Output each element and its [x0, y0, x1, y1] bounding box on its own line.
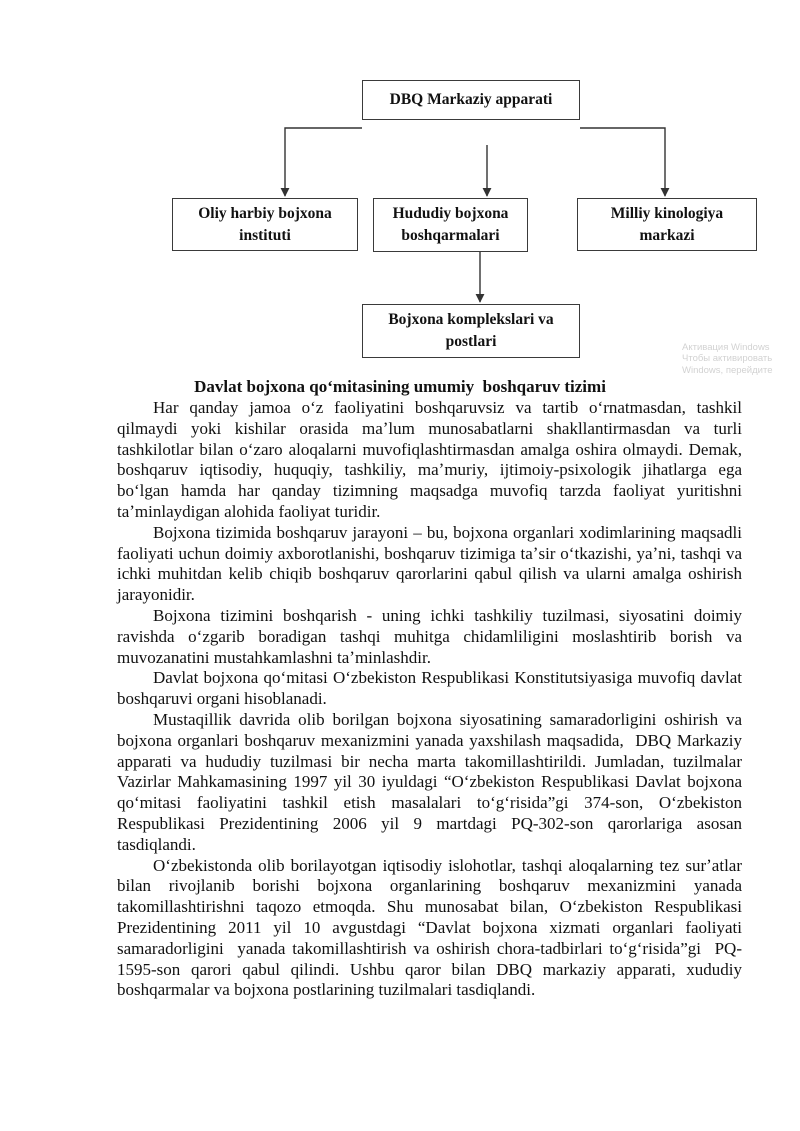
box-military-institute-line-1: Oliy harbiy bojxona	[198, 204, 332, 222]
box-central-apparatus	[362, 80, 580, 120]
box-military-institute-line-2: instituti	[239, 226, 291, 244]
box-military-institute	[172, 198, 358, 251]
connector-to-left-box	[285, 128, 362, 196]
connector-to-right-box	[580, 128, 665, 196]
paragraph: Davlat bojxona qoʻmitasi Oʻzbekiston Respublikasi Konstitutsiyasiga muvofiq davlat boshqaruvi organi hisoblanadi.	[117, 668, 747, 709]
box-customs-posts-line-2: postlari	[445, 333, 497, 350]
box-cynology-center	[577, 198, 757, 251]
document-body	[117, 398, 751, 1001]
watermark-line-3: Windows, перейдите	[682, 364, 773, 376]
box-customs-posts	[362, 304, 580, 358]
activation-watermark	[682, 342, 782, 376]
document-title: Davlat bojxona qoʻmitasining umumiy boshqaruv tizimi	[194, 377, 606, 396]
box-regional-administrations-line-1: Hududiy bojxona	[392, 205, 509, 222]
box-regional-administrations	[373, 198, 528, 252]
paragraph: Mustaqillik davrida olib borilgan bojxona siyosatining samaradorligini oshirish va bojxona organlari boshqaruv mexanizmini yanada yaxshilash maqsadida, DBQ Markaziy apparati va hududiy tuzilmasi bir necha marta takomillashtirildi. Jumladan, tuzilmalar Vazirlar Mahkamasining 1997 yil 30 iyuldagi “Oʻzbekiston Respublikasi Davlat bojxona qoʻmitasi faoliyatini tashkil etish masalalari toʻgʻrisida”gi 374-son, Oʻzbekiston Respublikasi Prezidentining 2006 yil 9 martdagi PQ-302-son qarorlariga asosan tasdiqlandi.	[117, 709, 747, 854]
watermark-line-2: Чтобы активировать	[682, 353, 773, 365]
paragraph: Bojxona tizimini boshqarish - uning ichki tashkiliy tuzilmasi, siyosatini doimiy ravishda oʻzgarib boradigan tashqi muhitga chidamliligini moslashtirib borish va muvozanatini mustahkamlashni taʼminlashdir.	[117, 605, 747, 667]
box-cynology-center-line-1: Milliy kinologiya	[610, 204, 724, 222]
box-central-apparatus-label: DBQ Markaziy apparati	[389, 91, 553, 108]
paragraph: Bojxona tizimida boshqaruv jarayoni – bu, bojxona organlari xodimlarining maqsadli faoliyati uchun doimiy axborotlanishi, boshqaruv tizimiga taʼsir oʻtkazishi, yaʼni, tashqi va ichki muhitdan kelib chiqib boshqaruv qarorlarini qabul qilish va ularni amalga oshirish jarayonidir.	[117, 522, 747, 605]
org-chart	[0, 0, 800, 400]
box-regional-administrations-line-2: boshqarmalari	[401, 227, 500, 244]
box-customs-posts-line-1: Bojxona komplekslari va	[388, 311, 554, 328]
watermark-line-1: Активация Windows	[682, 342, 770, 353]
paragraph: Har qanday jamoa oʻz faoliyatini boshqaruvsiz va tartib oʻrnatmasdan, tashkil qilmaydi yoki kishilar orasida maʼlum munosabatlarni shakllantirmasdan va turli tashkilotlar bilan oʻzaro aloqalarni muvofiqlashtirmasdan amalga oshira olmaydi. Demak, boshqaruv iqtisodiy, huquqiy, tashkiliy, maʼmuriy, ijtimoiy-psixologik jihatlarga ega boʻlgan hamda har qanday tizimning maqsadga muvofiq tarzda faoliyat yuritishni taʼminlaydigan alohida faoliyat turidir.	[117, 398, 751, 521]
box-cynology-center-line-2: markazi	[639, 226, 695, 244]
paragraph: Oʻzbekistonda olib borilayotgan iqtisodiy islohotlar, tashqi aloqalarning tez surʼatlar bilan rivojlanib borishi bojxona organlarining boshqaruv mexanizmini yanada takomillashtirishni taqozo etmoqda. Shu munosabat bilan, Oʻzbekiston Respublikasi Prezidentining 2011 yil 10 avgustdagi “Davlat bojxona xizmati organlari faoliyati samaradorligini yanada takomillashtirish va oshirish chora-tadbirlari toʻgʻrisida”gi PQ-1595-son qarori qabul qilindi. Ushbu qaror bilan DBQ markaziy apparati, xududiy boshqarmalar va bojxona postlarining tuzilmalari tasdiqlandi.	[117, 855, 747, 1000]
